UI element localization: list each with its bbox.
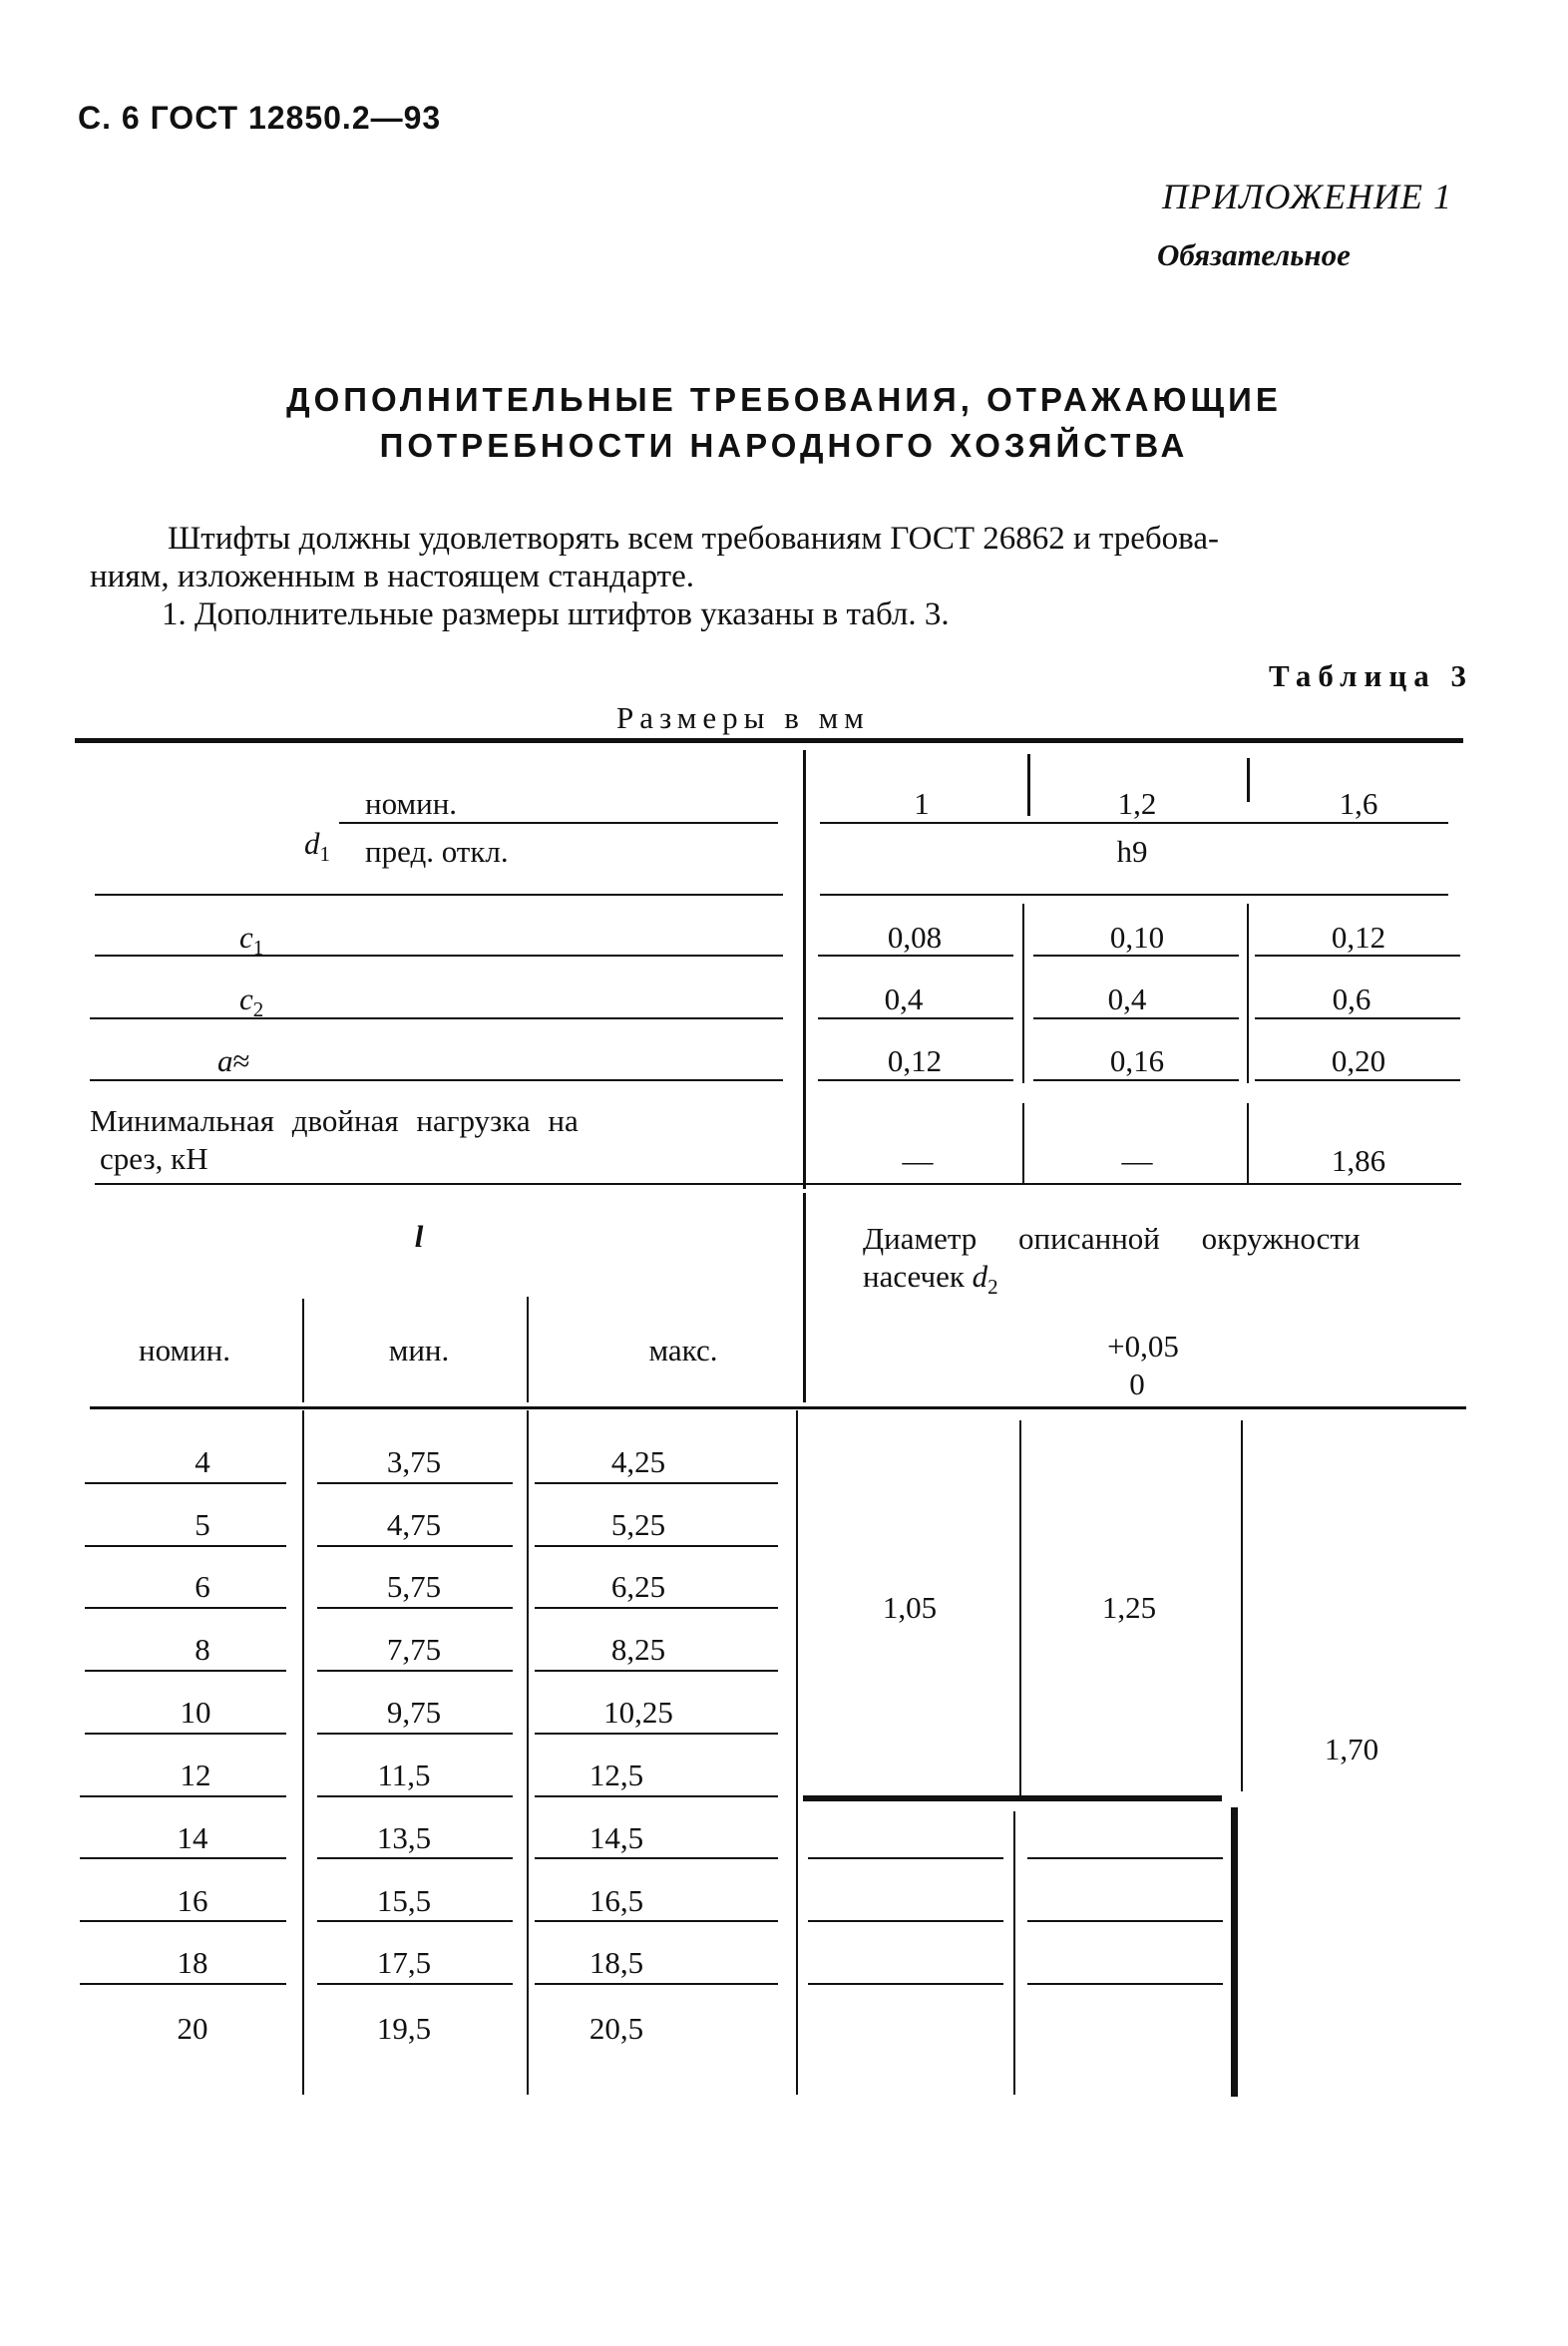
- c2-value-2: 0,4: [1107, 981, 1147, 1016]
- l-row-max: 16,5: [588, 1883, 644, 1918]
- c1-value-1: 0,08: [887, 920, 943, 955]
- shear-value-1: —: [902, 1143, 934, 1178]
- l-row-min: 7,75: [386, 1632, 442, 1667]
- a-value-1: 0,12: [887, 1043, 943, 1078]
- l-row-nom: 14: [177, 1820, 208, 1855]
- c1-value-2: 0,10: [1109, 920, 1165, 955]
- c2-value-3: 0,6: [1332, 981, 1372, 1016]
- heading-line-2: ПОТРЕБНОСТИ НАРОДНОГО ХОЗЯЙСТВА: [379, 427, 1189, 464]
- d2-value-1: 1,05: [882, 1590, 938, 1625]
- c2-value-1: 0,4: [884, 981, 924, 1016]
- c1-value-3: 0,12: [1331, 920, 1386, 955]
- d2-value-3: 1,70: [1324, 1732, 1379, 1766]
- l-row-min: 13,5: [376, 1820, 432, 1855]
- d1-nominal-1: 1: [914, 786, 930, 821]
- a-value-2: 0,16: [1109, 1043, 1165, 1078]
- a-symbol: a≈: [217, 1043, 250, 1078]
- l-row-min: 15,5: [376, 1883, 432, 1918]
- d2-tol-zero: 0: [1129, 1367, 1145, 1401]
- l-row-min: 19,5: [376, 2011, 432, 2046]
- l-row-max: 8,25: [610, 1632, 666, 1667]
- appendix-title: ПРИЛОЖЕНИЕ 1: [1162, 177, 1452, 216]
- l-row-min: 5,75: [386, 1569, 442, 1604]
- l-row-nom: 10: [180, 1695, 211, 1730]
- l-row-nom: 8: [195, 1632, 210, 1667]
- intro-line-2: ниям, изложенным в настоящем стандарте.: [90, 559, 694, 594]
- d1-tolerance-label: пред. откл.: [365, 834, 509, 869]
- d2-value-2: 1,25: [1101, 1590, 1157, 1625]
- l-row-min: 9,75: [386, 1695, 442, 1730]
- intro-line-3: 1. Дополнительные размеры штифтов указаны в табл. 3.: [162, 596, 950, 632]
- l-row-max: 6,25: [610, 1569, 666, 1604]
- l-row-nom: 20: [177, 2011, 208, 2046]
- d1-symbol: $d_1$: [304, 826, 330, 867]
- d1-tolerance: h9: [1116, 834, 1148, 869]
- shear-label-line-1: Минимальная двойная нагрузка на: [90, 1103, 579, 1138]
- page-header: С. 6 ГОСТ 12850.2—93: [78, 100, 442, 136]
- l-row-max: 12,5: [588, 1758, 644, 1792]
- c2-symbol: $c_2$: [239, 981, 264, 1022]
- heading-line-1: ДОПОЛНИТЕЛЬНЫЕ ТРЕБОВАНИЯ, ОТРАЖАЮЩИЕ: [286, 381, 1282, 418]
- shear-label-line-2: срез, кН: [100, 1141, 208, 1176]
- l-row-nom: 4: [195, 1444, 210, 1479]
- table-units: Размеры в мм: [616, 700, 870, 735]
- l-row-max: 4,25: [610, 1444, 666, 1479]
- intro-line-1: Штифты должны удовлетворять всем требованиям ГОСТ 26862 и требова-: [168, 521, 1219, 557]
- d2-header-line-1: Диаметр описанной окружности: [863, 1221, 1361, 1256]
- l-row-max: 18,5: [588, 1945, 644, 1980]
- l-row-min: 11,5: [377, 1758, 431, 1792]
- l-row-nom: 12: [180, 1758, 211, 1792]
- l-row-max: 20,5: [588, 2011, 644, 2046]
- l-max-header: макс.: [648, 1333, 718, 1368]
- l-row-nom: 18: [177, 1945, 208, 1980]
- shear-value-3: 1,86: [1331, 1143, 1386, 1178]
- a-value-3: 0,20: [1331, 1043, 1386, 1078]
- c1-symbol: $c_1$: [239, 920, 264, 961]
- appendix-subtitle: Обязательное: [1157, 237, 1351, 272]
- l-row-max: 10,25: [603, 1695, 673, 1730]
- l-row-nom: 16: [177, 1883, 208, 1918]
- l-row-nom: 6: [195, 1569, 210, 1604]
- l-row-max: 14,5: [588, 1820, 644, 1855]
- d2-tol-plus: +0,05: [1107, 1329, 1179, 1364]
- l-symbol: l: [414, 1219, 424, 1254]
- l-min-header: мин.: [388, 1333, 450, 1368]
- l-row-nom: 5: [195, 1507, 210, 1542]
- l-row-min: 3,75: [386, 1444, 442, 1479]
- d1-nominal-3: 1,6: [1339, 786, 1378, 821]
- d1-nominal-label: номин.: [365, 786, 458, 821]
- shear-value-2: —: [1121, 1143, 1153, 1178]
- l-row-min: 17,5: [376, 1945, 432, 1980]
- table-number: Таблица 3: [1269, 658, 1473, 693]
- l-row-max: 5,25: [610, 1507, 666, 1542]
- d2-header-line-2: насечек $d_2$: [863, 1259, 998, 1300]
- d1-nominal-2: 1,2: [1117, 786, 1157, 821]
- l-row-min: 4,75: [386, 1507, 442, 1542]
- l-nom-header: номин.: [138, 1333, 231, 1368]
